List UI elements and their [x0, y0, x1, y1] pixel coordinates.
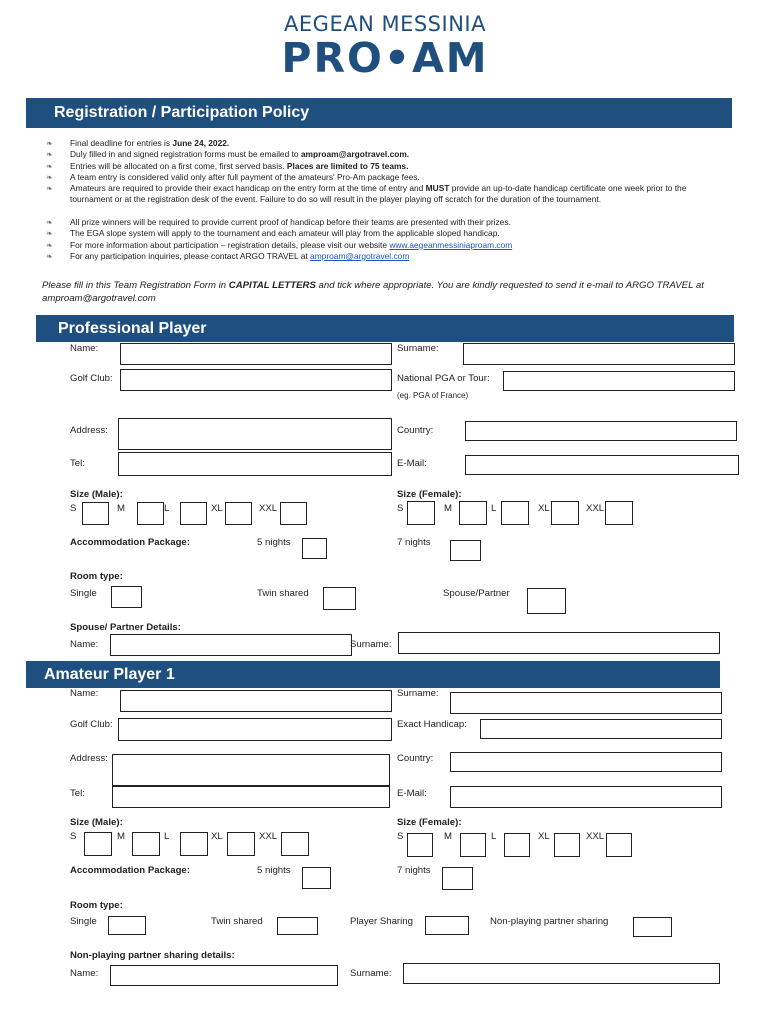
- am-male-size-l-checkbox[interactable]: [180, 832, 208, 856]
- section-title: Amateur Player 1: [44, 666, 175, 683]
- leaf-bullet-icon: ❧: [46, 184, 53, 194]
- leaf-bullet-icon: ❧: [46, 150, 53, 160]
- pro-female-size-m-checkbox[interactable]: [459, 501, 487, 525]
- label-size-s: S: [397, 503, 404, 514]
- policy-list: [0, 138, 770, 268]
- spouse-name-input[interactable]: [110, 634, 352, 656]
- label-exact-handicap: Exact Handicap:: [397, 719, 467, 730]
- am-female-size-xxl-checkbox[interactable]: [606, 833, 632, 857]
- policy-item: Entries will be allocated on a first come, first served basis. Places are limited to 75 teams.: [70, 160, 409, 171]
- policy-title: Registration / Participation Policy: [54, 104, 310, 121]
- policy-item: For any participation inquiries, please contact ARGO TRAVEL at amproam@argotravel.com: [70, 250, 410, 261]
- label-size-l: L: [491, 503, 497, 514]
- pro-male-size-l-checkbox[interactable]: [180, 502, 207, 525]
- label-size-l: L: [164, 831, 170, 842]
- label-email: E-Mail:: [397, 788, 427, 799]
- label-size-female: Size (Female):: [397, 817, 462, 828]
- policy-item: All prize winners will be required to provide current proof of handicap before their teams are presented with their prizes.: [70, 217, 511, 227]
- pro-national-pga-input[interactable]: [503, 371, 735, 391]
- am-name-input[interactable]: [120, 690, 392, 712]
- am-player-sharing-checkbox[interactable]: [425, 916, 469, 935]
- label-size-s: S: [70, 503, 77, 514]
- am-single-checkbox[interactable]: [108, 916, 146, 935]
- label-size-xl: XL: [211, 503, 223, 514]
- leaf-bullet-icon: ❧: [46, 172, 53, 182]
- am-5-nights-checkbox[interactable]: [302, 867, 331, 889]
- label-room-type: Room type:: [70, 900, 123, 911]
- label-7-nights: 7 nights: [397, 865, 431, 876]
- pro-5-nights-checkbox[interactable]: [302, 538, 327, 559]
- pga-example: (eg. PGA of France): [397, 391, 469, 400]
- pro-7-nights-checkbox[interactable]: [450, 540, 481, 561]
- label-nonplaying-details: Non-playing partner sharing details:: [70, 950, 235, 961]
- label-email: E-Mail:: [397, 458, 427, 469]
- label-tel: Tel:: [70, 458, 85, 469]
- label-twin-shared: Twin shared: [257, 588, 309, 599]
- label-size-m: M: [444, 831, 452, 842]
- label-5-nights: 5 nights: [257, 865, 291, 876]
- pro-male-size-m-checkbox[interactable]: [137, 502, 164, 525]
- am-twin-checkbox[interactable]: [277, 917, 318, 935]
- leaf-bullet-icon: ❧: [46, 139, 53, 148]
- amateur-player-header: [26, 661, 720, 688]
- pro-country-input[interactable]: [465, 421, 737, 441]
- policy-item: A team entry is considered valid only after full payment of the amateurs' Pro-Am package fees.: [70, 171, 420, 182]
- pro-male-size-xxl-checkbox[interactable]: [280, 502, 307, 525]
- pro-surname-input[interactable]: [463, 343, 735, 365]
- pro-female-size-l-checkbox[interactable]: [501, 501, 529, 525]
- am-male-size-s-checkbox[interactable]: [84, 832, 112, 856]
- label-room-type: Room type:: [70, 571, 123, 582]
- am-male-size-xl-checkbox[interactable]: [227, 832, 255, 856]
- pro-male-size-xl-checkbox[interactable]: [225, 502, 252, 525]
- am-country-input[interactable]: [450, 752, 722, 772]
- spouse-surname-input[interactable]: [398, 632, 720, 654]
- label-golf-club: Golf Club:: [70, 719, 113, 730]
- label-size-m: M: [117, 831, 125, 842]
- pro-female-size-xxl-checkbox[interactable]: [605, 501, 633, 525]
- am-female-size-l-checkbox[interactable]: [504, 833, 530, 857]
- am-male-size-m-checkbox[interactable]: [132, 832, 160, 856]
- label-size-m: M: [444, 503, 452, 514]
- label-nonplaying-sharing: Non-playing partner sharing: [490, 916, 609, 927]
- label-country: Country:: [397, 425, 434, 436]
- pro-tel-input[interactable]: [118, 452, 392, 476]
- am-male-size-xxl-checkbox[interactable]: [281, 832, 309, 856]
- pro-single-checkbox[interactable]: [111, 586, 142, 608]
- label-size-l: L: [164, 503, 170, 514]
- label-size-xxl: XXL: [586, 503, 605, 514]
- pro-name-input[interactable]: [120, 343, 392, 365]
- am-female-size-m-checkbox[interactable]: [460, 833, 486, 857]
- am-7-nights-checkbox[interactable]: [442, 867, 473, 890]
- label-golf-club: Golf Club:: [70, 373, 113, 384]
- label-np-name: Name:: [70, 968, 99, 979]
- pro-female-size-xl-checkbox[interactable]: [551, 501, 579, 525]
- label-single: Single: [70, 588, 97, 599]
- label-size-s: S: [70, 831, 77, 842]
- label-7-nights: 7 nights: [397, 537, 431, 548]
- leaf-bullet-icon: ❧: [46, 161, 53, 171]
- label-accommodation: Accommodation Package:: [70, 537, 190, 548]
- pro-golf-club-input[interactable]: [120, 369, 392, 391]
- policy-item: For more information about participation – registration details, please visit our website www.aegeanmessiniaproam.com: [70, 239, 513, 250]
- np-name-input[interactable]: [110, 965, 338, 986]
- np-surname-input[interactable]: [403, 963, 720, 984]
- label-name: Name:: [70, 343, 99, 354]
- am-tel-input[interactable]: [112, 786, 390, 808]
- logo-proam: PRO•AM: [281, 34, 489, 82]
- leaf-bullet-icon: ❧: [46, 251, 53, 261]
- label-spouse-details: Spouse/ Partner Details:: [70, 622, 181, 633]
- label-size-male: Size (Male):: [70, 817, 123, 828]
- label-size-xxl: XXL: [259, 503, 278, 514]
- label-5-nights: 5 nights: [257, 537, 291, 548]
- label-size-xl: XL: [211, 831, 223, 842]
- pro-email-input[interactable]: [465, 455, 739, 475]
- label-single: Single: [70, 916, 97, 927]
- label-surname: Surname:: [397, 688, 439, 699]
- label-size-l: L: [491, 831, 497, 842]
- label-size-female: Size (Female):: [397, 489, 462, 500]
- pro-twin-checkbox[interactable]: [323, 587, 356, 610]
- leaf-bullet-icon: ❧: [46, 218, 53, 227]
- label-size-male: Size (Male):: [70, 489, 123, 500]
- label-size-s: S: [397, 831, 404, 842]
- am-female-size-xl-checkbox[interactable]: [554, 833, 580, 857]
- label-national-pga: National PGA or Tour:: [397, 373, 490, 384]
- label-size-xl: XL: [538, 831, 550, 842]
- am-nonplaying-checkbox[interactable]: [633, 917, 672, 937]
- label-np-surname: Surname:: [350, 968, 392, 979]
- intro-text: Please fill in this Team Registration Form in CAPITAL LETTERS and tick where appropriate. You are kindly requested to send it e-mail to ARGO TRAVEL at amproam@argotravel.com: [42, 280, 704, 304]
- label-accommodation: Accommodation Package:: [70, 865, 190, 876]
- label-address: Address:: [70, 753, 108, 764]
- pro-spouse-checkbox[interactable]: [527, 588, 566, 614]
- label-size-m: M: [117, 503, 125, 514]
- label-size-xxl: XXL: [586, 831, 605, 842]
- label-surname: Surname:: [397, 343, 439, 354]
- label-size-xl: XL: [538, 503, 550, 514]
- policy-header: [26, 98, 732, 128]
- label-spouse-name: Name:: [70, 639, 99, 650]
- leaf-bullet-icon: ❧: [46, 229, 53, 239]
- label-spouse-partner: Spouse/Partner: [443, 588, 510, 599]
- pro-address-input[interactable]: [118, 418, 392, 450]
- policy-item: The EGA slope system will apply to the tournament and each amateur will play from the applicable sloped handicap.: [70, 228, 500, 239]
- label-address: Address:: [70, 425, 108, 436]
- label-player-sharing: Player Sharing: [350, 916, 413, 927]
- am-golf-club-input[interactable]: [118, 718, 392, 741]
- pro-male-size-s-checkbox[interactable]: [82, 502, 109, 525]
- policy-item: Final deadline for entries is June 24, 2022.: [70, 138, 230, 148]
- am-female-size-s-checkbox[interactable]: [407, 833, 433, 857]
- am-address-input[interactable]: [112, 754, 390, 786]
- section-title: Professional Player: [58, 320, 207, 337]
- label-size-xxl: XXL: [259, 831, 278, 842]
- policy-link[interactable]: www.aegeanmessiniaproam.com: [389, 239, 513, 250]
- am-email-input[interactable]: [450, 786, 722, 808]
- logo-title: AEGEAN MESSINIA: [284, 12, 486, 36]
- label-spouse-surname: Surname:: [350, 639, 392, 650]
- pro-female-size-s-checkbox[interactable]: [407, 501, 435, 525]
- am-handicap-input[interactable]: [480, 719, 722, 739]
- policy-link[interactable]: amproam@argotravel.com: [310, 250, 410, 261]
- policy-item: Duly filled in and signed registration forms must be emailed to amproam@argotravel.com.: [70, 149, 410, 160]
- leaf-bullet-icon: ❧: [46, 240, 53, 250]
- label-tel: Tel:: [70, 788, 85, 799]
- am-surname-input[interactable]: [450, 692, 722, 714]
- label-name: Name:: [70, 688, 99, 699]
- label-twin-shared: Twin shared: [211, 916, 263, 927]
- label-country: Country:: [397, 753, 434, 764]
- professional-player-header: [36, 315, 734, 342]
- policy-item: Amateurs are required to provide their exact handicap on the entry form at the time of entry and MUST provide an up-to-date handicap certificate one week prior to the tournament or at the registration desk of the event. Failure to do so will result in the player playing off scratch for the duration of the tournament.: [70, 183, 687, 205]
